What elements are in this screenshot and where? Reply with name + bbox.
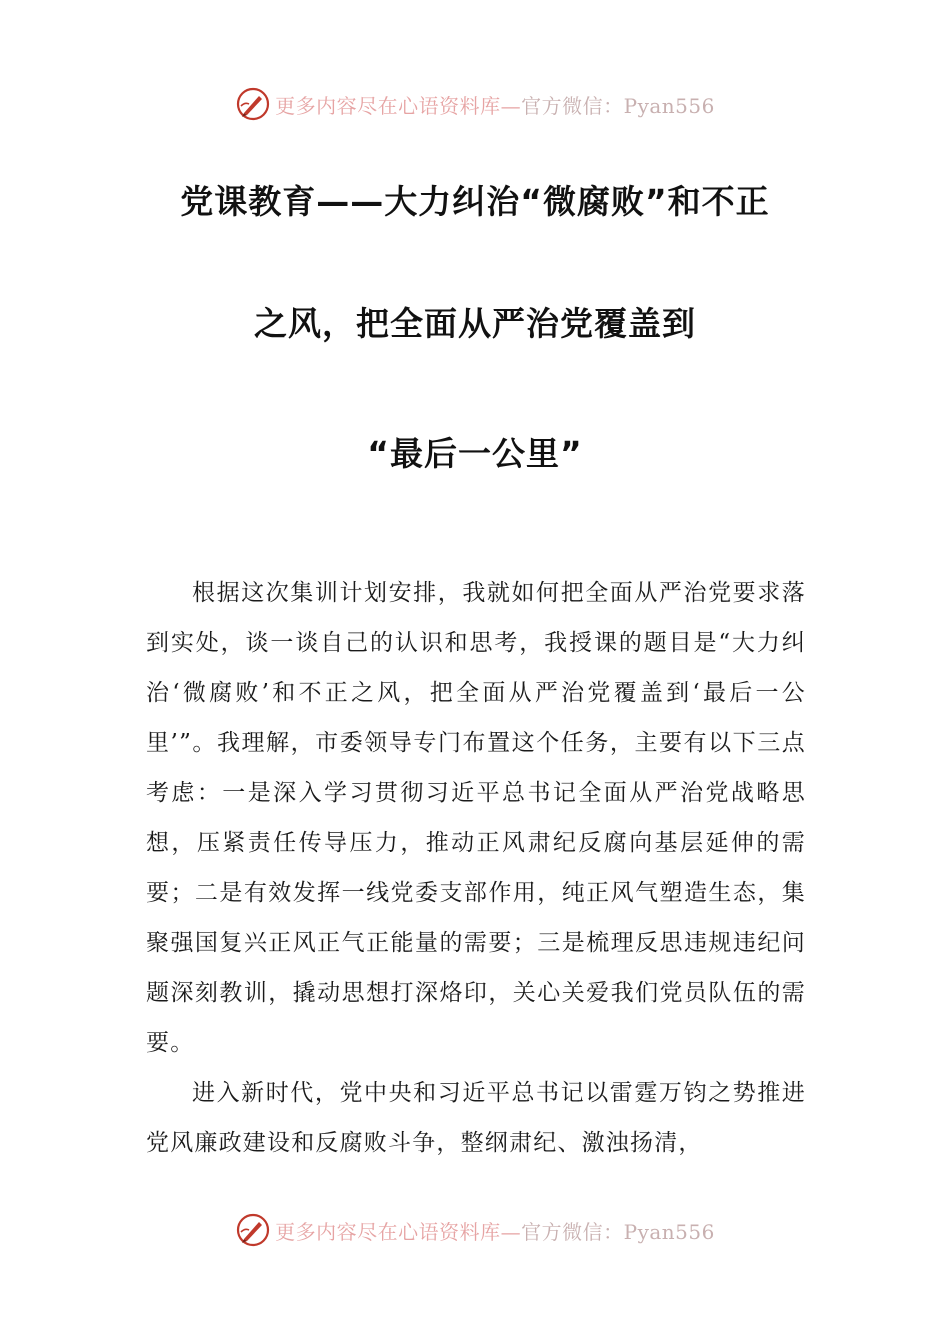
document-title-line-1: 党课教育——大力纠治“微腐败”和不正 [180, 182, 770, 221]
pen-circle-logo-icon [235, 1212, 271, 1248]
header-banner [0, 84, 950, 124]
document-title-line-3: “最后一公里” [367, 434, 583, 473]
document-body [146, 568, 806, 1168]
document-title-line-2: 之风，把全面从严治党覆盖到 [254, 304, 696, 343]
footer-banner-text: 更多内容尽在心语资料库—官方微信：Pyan556 [275, 1219, 715, 1244]
footer-banner [0, 1210, 950, 1250]
body-paragraph-2: 进入新时代，党中央和习近平总书记以雷霆万钧之势推进党风廉政建设和反腐败斗争，整纲肃纪、激浊扬清， [146, 1080, 806, 1156]
pen-circle-logo-icon [235, 86, 271, 122]
header-banner-text: 更多内容尽在心语资料库—官方微信：Pyan556 [275, 93, 715, 118]
body-paragraph-1: 根据这次集训计划安排，我就如何把全面从严治党要求落到实处，谈一谈自己的认识和思考，我授课的题目是“大力纠治‘微腐败’和不正之风，把全面从严治党覆盖到‘最后一公里’”。我理解，市委领导专门布置这个任务，主要有以下三点考虑：一是深入学习贯彻习近平总书记全面从严治党战略思想，压紧责任传导压力，推动正风肃纪反腐向基层延伸的需要；二是有效发挥一线党委支部作用，纯正风气塑造生态，集聚强国复兴正风正气正能量的需要；三是梳理反思违规违纪问题深刻教训，撬动思想打深烙印，关心关爱我们党员队伍的需要。 [146, 580, 806, 1056]
